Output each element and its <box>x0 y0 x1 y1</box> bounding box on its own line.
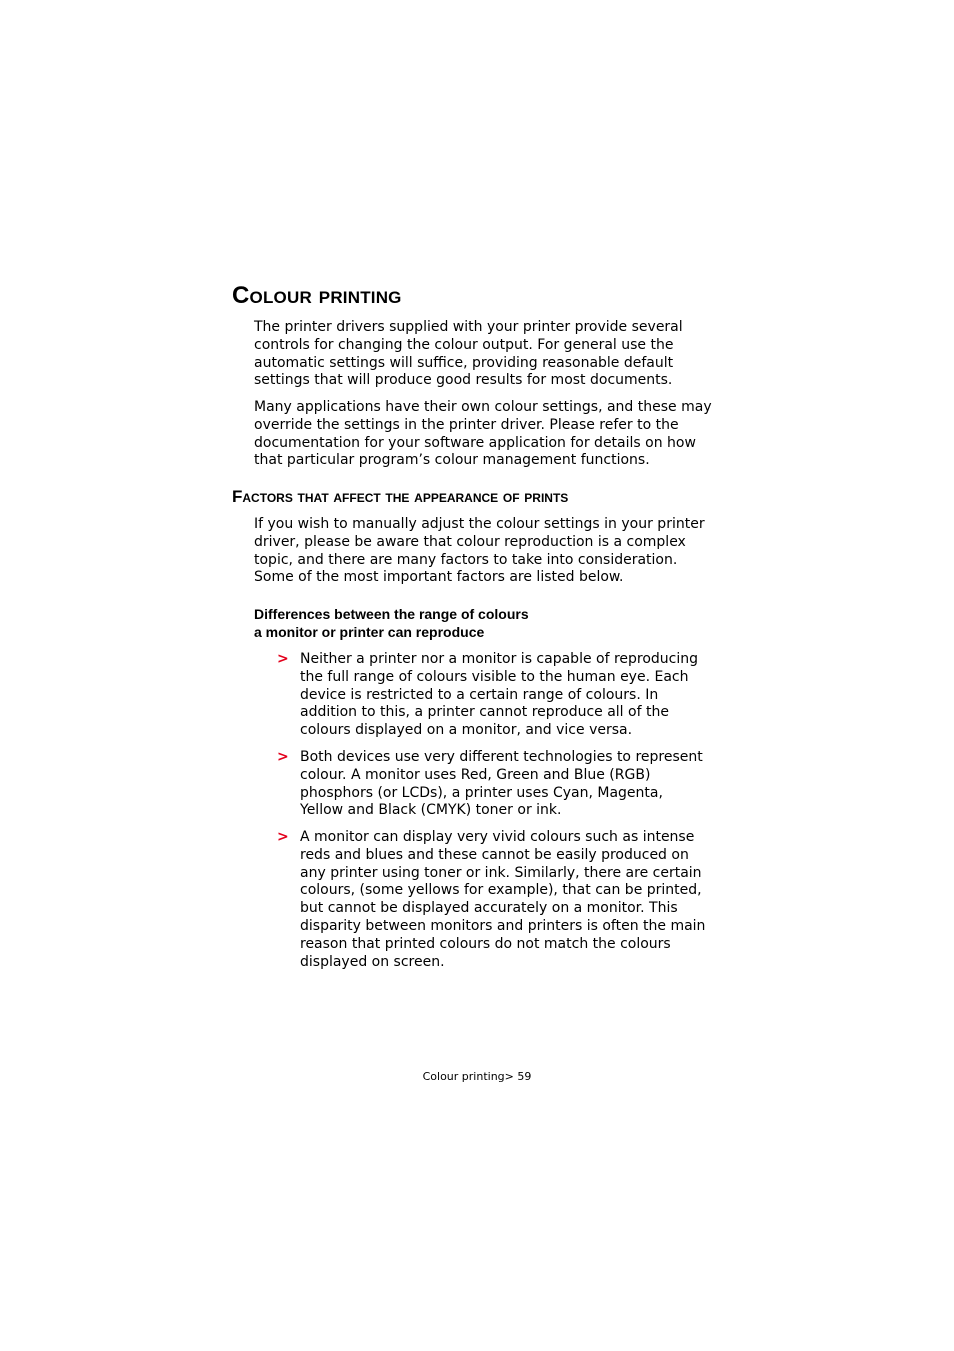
intro-paragraph-1: The printer drivers supplied with your printer provide several controls for changing the colour output. For general use the automatic settings will suffice, providing reasonable default settings that will produce good results for most documents. <box>254 319 683 389</box>
intro-paragraph-2: Many applications have their own colour settings, and these may override the settings in the printer driver. Please refer to the documentation for your software application for details on how that particular program’s colour management functions. <box>254 399 712 469</box>
section-paragraph: If you wish to manually adjust the colour settings in your printer driver, please be aware that colour reproduction is a complex topic, and there are many factors to take into consideration. Some of the most important factors are listed below. <box>254 516 705 586</box>
bullet-marker-icon: > <box>277 829 289 845</box>
bullet-text: Neither a printer nor a monitor is capable of reproducing the full range of colours visible to the human eye. Each device is restricted to a certain range of colours. In addition to this, a printer cannot reproduce all of the colours displayed on a monitor, and vice versa. <box>300 651 699 739</box>
page-footer: Colour printing> 59 <box>422 1070 532 1083</box>
page-title: Colour printing <box>232 282 402 309</box>
bullet-marker-icon: > <box>277 749 289 765</box>
bullet-text: Both devices use very different technologies to represent colour. A monitor uses Red, Green and Blue (RGB) phosphors (or LCDs), a printer uses Cyan, Magenta, Yellow and Black (CMYK) toner or ink. <box>300 749 703 819</box>
bullet-marker-icon: > <box>277 651 289 667</box>
section-heading: Factors that affect the appearance of prints <box>232 487 569 506</box>
bullet-text: A monitor can display very vivid colours such as intense reds and blues and these cannot be easily produced on any printer using toner or ink. Similarly, there are certain colours, (some yellows for example), that can be printed, but cannot be displayed accurately on a monitor. This disparity between monitors and printers is often the main reason that printed colours do not match the colours displayed on screen. <box>300 829 706 970</box>
subsection-heading: Differences between the range of colours a monitor or printer can reproduce <box>254 606 529 640</box>
